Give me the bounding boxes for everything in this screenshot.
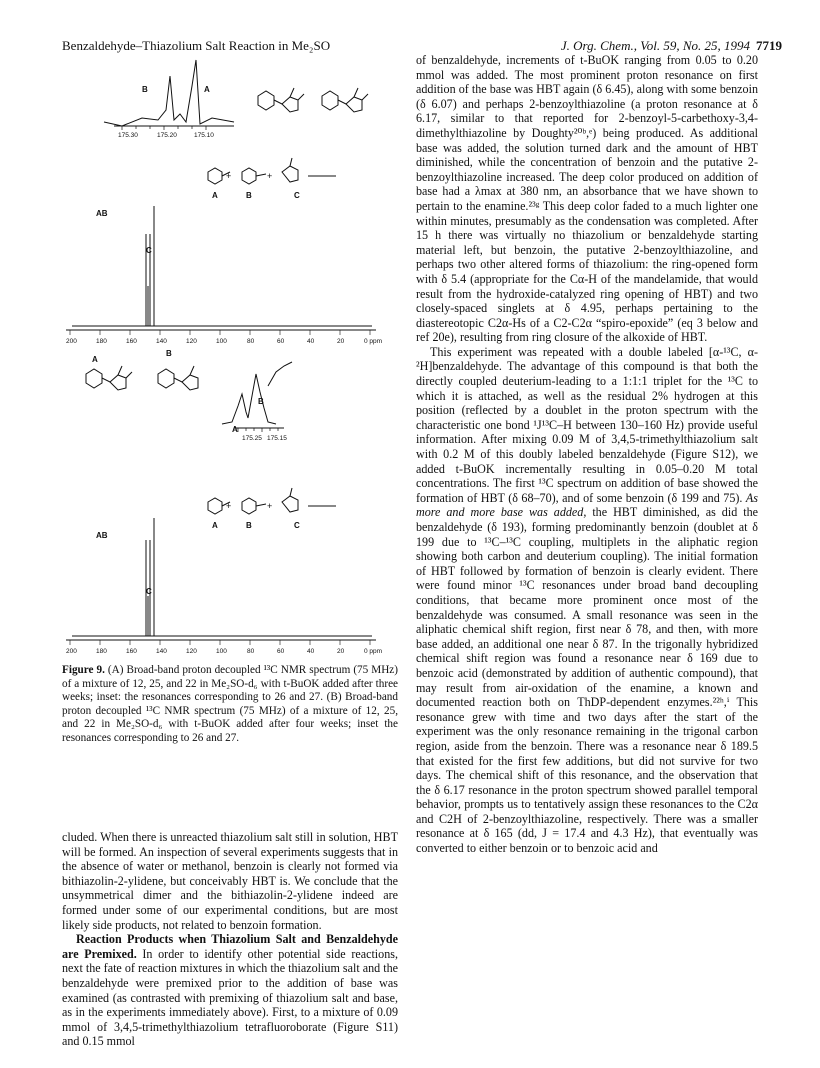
axis-tick: 20 [337,338,345,345]
right-column [416,53,758,856]
plus-sign: + [267,171,273,181]
figure-caption [62,664,398,746]
axis-tick: 80 [247,648,255,655]
panel-b-inset-label: B [258,397,264,406]
plus-sign: + [267,501,273,511]
panel-a-spectrum [66,206,376,335]
peak-label: AB [96,209,108,218]
plus-sign: + [226,501,232,511]
panel-b-spectrum [66,518,376,645]
panel-b-inset-tick: 175.25 [242,435,262,442]
axis-tick: 160 [126,648,137,655]
axis-tick: 140 [156,338,167,345]
section-heading: Reaction Products when Thiazolium Salt and Benzaldehyde are Premixed. [62,932,398,961]
left-column [62,830,398,1049]
paragraph-text: This experiment was repeated with a double labeled [α-¹³C, α-²H]benzaldehyde. The advantage of this compound is that both the directly coupled deuterium-leading to a 1:1:1 triplet for the ¹³C to which it is attached, as well as the residual 2% hydrogen at this position (reflected by a doublet in the proton spectrum with the characteristic one bond ¹J¹³C–H between 130–160 Hz) provide useful information. After mixing 0.09 M of 3,4,5-trimethylthiazolium salt with 0.2 M of this doubly labeled benzaldehyde (Figure S12), we added t-BuOK incrementally resulting in 0.05–0.20 M total concentrations. The first ¹³C spectrum on addition of base showed the formation of HBT (δ 68–70), and of some benzoin (δ 199 and 75). [416,344,758,505]
axis-tick: 60 [277,338,285,345]
axis-tick: 140 [156,648,167,655]
paragraph: cluded. When there is unreacted thiazolium salt still in solution, HBT will be formed. An inspection of several experiments suggests that in the absence of water or methanol, benzoin is clearly not formed via bithiazolin-2-ylidene, but conceivably HBT is. We conclude that the unsymmetrical dimer and the bithiazolin-2-ylidene indeed are formed under some of our experimental conditions, but are most likely side products, not related to benzoin formation. [62,830,398,932]
figure-9-nmr-spectra [62,56,398,656]
axis-tick: 0 ppm [364,648,383,655]
paragraph: of benzaldehyde, increments of t-BuOK ranging from 0.05 to 0.20 mmol was added. The most prominent proton resonance on first addition of the base was HBT again (δ 6.45), along with some benzoin (δ 6.07) and perhaps 2-benzoylthiazoline (a proton resonance at δ 6.17, similar to that reported for 2-benzoyl-5-carbethoxy-3,4-dimethylthiazoline by Doughty²⁰ᵇ,ᵉ) being produced. As additional base was added, the solution turned dark and the amount of HBT diminished, while the concentration of benzoin and the putative 2-benzoylthiazoline increased. The deep color produced on addition of base had a λmax at 380 nm, an absorbance that we have shown to pertain to the enamine.²³ᵍ This deep color faded to a much lighter one within minutes, presumably as the condensation was completed. After 15 h there was virtually no thiazolium or benzaldehyde starting material left, but benzoin, the putative 2-benzoylthiazoline, and perhaps two other altered forms of thiazolium: the ring-opened form with δ 5.4 (appropriate for the Cα-H of the mandelamide, that would result from the hydroxide-catalyzed ring opening of HBT) and two closely-spaced singlets at δ 4.95, perhaps pertaining to the diastereotopic C2α-Hs of a C2-C2α “spiro-epoxide” (eq 3 below and ref 20e), resulting from ring closure of the alkoxide of HBT. [416,53,758,345]
panel-b-inset-label: A [232,425,238,434]
panel-a-inset-label: B [142,85,148,94]
paragraph [62,932,398,1049]
axis-tick: 20 [337,648,345,655]
axis-tick: 160 [126,338,137,345]
compound-label: C [294,521,300,530]
italic-text: As more and more base was added, [416,490,758,520]
axis-tick: 80 [247,338,255,345]
axis-tick: 120 [186,338,197,345]
panel-a-inset-structures [258,88,368,112]
axis-tick: 180 [96,338,107,345]
running-header-title: Benzaldehyde–Thiazolium Salt Reaction in Me₂SO [62,38,331,53]
struct-label: A [92,355,98,364]
axis-tick: 180 [96,648,107,655]
caption-text: (A) Broad-band proton decoupled ¹³C NMR spectrum (75 MHz) of a mixture of 12, 25, and 22 in Me₂SO-d₆ with t-BuOK added after three weeks; inset: the resonances corresponding to 26 and 27. (B) Broad-band proton decoupled ¹³C NMR spectrum (75 MHz) of a mixture of 12, 25, and 22 in Me₂SO-d₆ with t-BuOK added after four weeks; inset the resonances corresponding to 26 and 27. [62,664,398,744]
peak-label: C [146,246,152,255]
axis-tick: 40 [307,338,315,345]
axis-tick: 200 [66,338,77,345]
peak-label: AB [96,531,108,540]
paragraph [416,345,758,856]
plus-sign: + [226,171,232,181]
compound-label: A [212,521,218,530]
page-number: 7719 [756,38,782,53]
compound-label: B [246,521,252,530]
compound-label: A [212,191,218,200]
axis-tick: 40 [307,648,315,655]
axis-tick: 60 [277,648,285,655]
journal-citation: J. Org. Chem., Vol. 59, No. 25, 1994 [560,38,750,53]
panel-a-inset [104,60,234,130]
running-header-journal [561,38,782,54]
panel-a-inset-tick: 175.10 [194,132,214,139]
compound-label: C [294,191,300,200]
axis-tick: 200 [66,648,77,655]
struct-label: B [166,349,172,358]
panel-a-inset-label: A [204,85,210,94]
axis-tick: 120 [186,648,197,655]
peak-label: C [146,587,152,596]
compound-label: B [246,191,252,200]
axis-tick: 0 ppm [364,338,383,345]
panel-b-inset-structures [86,366,198,390]
paragraph-text: In order to identify other potential side reactions, next the fate of reaction mixtures in which the thiazolium salt and the benzaldehyde were premixed prior to the addition of base was examined (as contrasted with premixing of thiazolium salt and base, as in the experiments immediately above). First, to a mixture of 0.09 mmol of 3,4,5-trimethylthiazolium tetrafluoroborate (Figure S11) and 0.15 mmol [62,946,398,1049]
panel-b-inset [222,362,292,432]
panel-b-inset-tick: 175.15 [267,435,287,442]
panel-a-inset-tick: 175.20 [157,132,177,139]
axis-tick: 100 [216,648,227,655]
axis-tick: 100 [216,338,227,345]
paragraph-text: the HBT diminished, as did the benzaldehyde (δ 193), forming predominantly benzoin (doublet at δ 199 due to ¹³C–¹³C coupling, multiplets in the aliphatic region showing both carbon and deuterium coupling). The initial formation of HBT followed by formation of benzoin is clearly evident. There were found minor ¹³C resonances under broad band decoupling conditions, that became more prominent once most of the benzaldehyde was consumed. A small resonance was seen in the aliphatic chemical shift region, first near δ 78, and then, with more base added, an additional one near δ 87. In the trigonally hybridized chemical shift region was found a resonance near δ 169 due to benzoic acid (demonstrated by addition of authentic compound), that may result from air-oxidation of the enamine, a known and documented reaction both on ThDP-dependent enzymes.²²ʰ,ⁱ This resonance grew with time and two days after the start of the experiment was the only resonance remaining in the trigonal carbon region, aside from the benzoin. There was a resonance near δ 189.5 that existed for the first few additions, but did not survive for two days. The chemical shift of this resonance, and the observation that the δ 6.17 resonance in the proton spectrum showed parallel temporal behavior, prompts us to tentatively assign these resonances to the C2α and C2H of 2-benzoylthiazoline, respectively. There was a smaller resonance at δ 165 (dd, J = 17.4 and 4.3 Hz), that eventually was converted to either benzoin or to benzoic acid and [416,505,758,856]
figure-label: Figure 9. [62,664,105,676]
panel-a-inset-tick: 175.30 [118,132,138,139]
